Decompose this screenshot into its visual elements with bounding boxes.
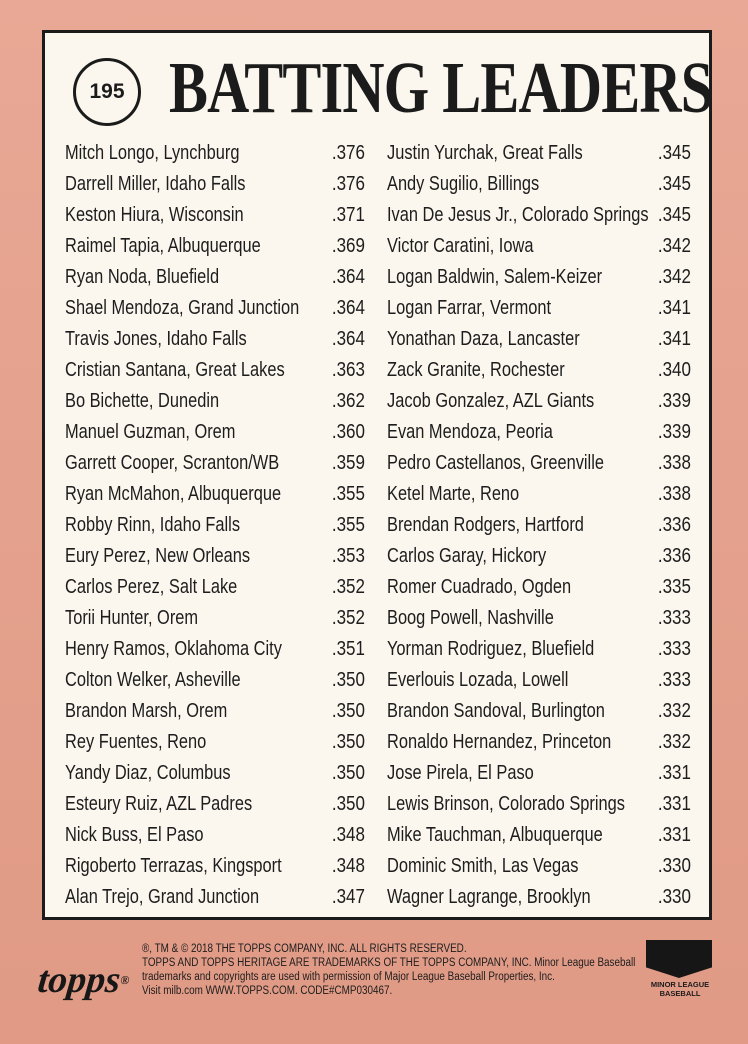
leader-row — [387, 262, 691, 293]
milb-shield-icon — [646, 940, 712, 978]
leader-row — [65, 324, 365, 355]
batting-average: .350 — [331, 793, 365, 815]
leader-row — [387, 634, 691, 665]
leader-row — [65, 789, 365, 820]
leader-row — [65, 820, 365, 851]
batting-average: .331 — [657, 762, 691, 784]
player-name: Boog Powell, Nashville — [387, 607, 554, 629]
batting-average: .371 — [331, 204, 365, 226]
player-name: Torii Hunter, Orem — [65, 607, 199, 629]
leader-row — [387, 448, 691, 479]
player-name: Ryan McMahon, Albuquerque — [65, 483, 282, 505]
leader-row — [387, 386, 691, 417]
leader-row — [65, 541, 365, 572]
player-name: Garrett Cooper, Scranton/WB — [65, 452, 280, 474]
player-name: Zack Granite, Rochester — [387, 359, 565, 381]
batting-average: .350 — [331, 700, 365, 722]
leaders-panel — [42, 30, 712, 920]
batting-average: .363 — [331, 359, 365, 381]
topps-logo: topps® — [35, 959, 131, 1001]
leader-row — [387, 665, 691, 696]
right-leaders-column — [387, 138, 691, 918]
milb-logo — [640, 940, 720, 1000]
batting-average: .338 — [657, 483, 691, 505]
batting-average: .332 — [657, 731, 691, 753]
player-name: Yandy Diaz, Columbus — [65, 762, 231, 784]
batting-average: .355 — [331, 483, 365, 505]
player-name: Travis Jones, Idaho Falls — [65, 328, 247, 350]
player-name: Everlouis Lozada, Lowell — [387, 669, 569, 691]
player-name: Lewis Brinson, Colorado Springs — [387, 793, 625, 815]
leader-row — [65, 696, 365, 727]
player-name: Robby Rinn, Idaho Falls — [65, 514, 241, 536]
leader-row — [65, 758, 365, 789]
leader-row — [387, 231, 691, 262]
leader-row — [65, 882, 365, 913]
player-name: Brandon Sandoval, Burlington — [387, 700, 605, 722]
leader-row — [65, 634, 365, 665]
leader-row — [387, 758, 691, 789]
leader-row — [387, 572, 691, 603]
leader-row — [65, 138, 365, 169]
left-leaders-column — [65, 138, 365, 918]
batting-average: .342 — [657, 235, 691, 257]
leader-row — [65, 727, 365, 758]
batting-average: .376 — [331, 142, 365, 164]
leader-row — [65, 355, 365, 386]
card-number-badge — [73, 58, 141, 126]
player-name: Manuel Guzman, Orem — [65, 421, 236, 443]
player-name: Colton Welker, Asheville — [65, 669, 241, 691]
batting-average: .341 — [657, 297, 691, 319]
leader-row — [65, 510, 365, 541]
leader-row — [65, 262, 365, 293]
milb-logo-text: MINOR LEAGUE BASEBALL — [650, 980, 710, 998]
leader-row — [65, 169, 365, 200]
player-name: Carlos Perez, Salt Lake — [65, 576, 238, 598]
leader-row — [65, 448, 365, 479]
player-name: Andy Sugilio, Billings — [387, 173, 540, 195]
batting-average: .341 — [657, 328, 691, 350]
player-name: Jacob Gonzalez, AZL Giants — [387, 390, 595, 412]
player-name: Jose Pirela, El Paso — [387, 762, 534, 784]
batting-average: .331 — [657, 824, 691, 846]
batting-average: .350 — [331, 669, 365, 691]
leader-row — [387, 789, 691, 820]
player-name: Romer Cuadrado, Ogden — [387, 576, 572, 598]
player-name: Mike Tauchman, Albuquerque — [387, 824, 603, 846]
leader-row — [65, 386, 365, 417]
leader-row — [65, 479, 365, 510]
player-name: Rey Fuentes, Reno — [65, 731, 207, 753]
player-name: Henry Ramos, Oklahoma City — [65, 638, 282, 660]
player-name: Ryan Noda, Bluefield — [65, 266, 220, 288]
legal-line: trademarks and copyrights are used with permission of Major League Baseball Properties, Inc. — [142, 971, 555, 983]
card-title: BATTING LEADERS — [169, 47, 713, 128]
batting-average: .338 — [657, 452, 691, 474]
batting-average: .333 — [657, 607, 691, 629]
leader-row — [387, 882, 691, 913]
player-name: Darrell Miller, Idaho Falls — [65, 173, 246, 195]
player-name: Yorman Rodriguez, Bluefield — [387, 638, 595, 660]
leader-row — [387, 510, 691, 541]
batting-average: .347 — [331, 886, 365, 908]
player-name: Keston Hiura, Wisconsin — [65, 204, 244, 226]
player-name: Pedro Castellanos, Greenville — [387, 452, 604, 474]
player-name: Logan Farrar, Vermont — [387, 297, 552, 319]
batting-average: .369 — [331, 235, 365, 257]
leader-row — [387, 324, 691, 355]
leader-row — [65, 572, 365, 603]
player-name: Mitch Longo, Lynchburg — [65, 142, 240, 164]
batting-average: .335 — [657, 576, 691, 598]
batting-average: .359 — [331, 452, 365, 474]
leader-row — [65, 293, 365, 324]
batting-average: .331 — [657, 793, 691, 815]
player-name: Justin Yurchak, Great Falls — [387, 142, 583, 164]
batting-average: .376 — [331, 173, 365, 195]
player-name: Shael Mendoza, Grand Junction — [65, 297, 300, 319]
card-number: 195 — [89, 80, 125, 103]
batting-average: .351 — [331, 638, 365, 660]
player-name: Brandon Marsh, Orem — [65, 700, 228, 722]
leader-row — [387, 727, 691, 758]
leader-row — [387, 541, 691, 572]
leader-row — [65, 851, 365, 882]
leader-row — [65, 417, 365, 448]
batting-average: .352 — [331, 576, 365, 598]
player-name: Ketel Marte, Reno — [387, 483, 520, 505]
leader-row — [65, 231, 365, 262]
batting-average: .340 — [657, 359, 691, 381]
batting-average: .364 — [331, 328, 365, 350]
leader-row — [65, 665, 365, 696]
batting-average: .348 — [331, 824, 365, 846]
batting-average: .342 — [657, 266, 691, 288]
player-name: Bo Bichette, Dunedin — [65, 390, 220, 412]
batting-average: .330 — [657, 855, 691, 877]
batting-average: .333 — [657, 669, 691, 691]
batting-average: .339 — [657, 421, 691, 443]
player-name: Carlos Garay, Hickory — [387, 545, 547, 567]
batting-average: .339 — [657, 390, 691, 412]
batting-average: .362 — [331, 390, 365, 412]
leader-row — [387, 851, 691, 882]
batting-average: .352 — [331, 607, 365, 629]
leader-row — [387, 169, 691, 200]
leader-row — [65, 603, 365, 634]
legal-line: TOPPS AND TOPPS HERITAGE ARE TRADEMARKS OF THE TOPPS COMPANY, INC. Minor League Baseball — [142, 957, 636, 969]
leader-row — [65, 200, 365, 231]
batting-average: .336 — [657, 545, 691, 567]
player-name: Yonathan Daza, Lancaster — [387, 328, 580, 350]
batting-average: .345 — [657, 142, 691, 164]
player-name: Rigoberto Terrazas, Kingsport — [65, 855, 282, 877]
player-name: Eury Perez, New Orleans — [65, 545, 251, 567]
player-name: Raimel Tapia, Albuquerque — [65, 235, 261, 257]
player-name: Ivan De Jesus Jr., Colorado Springs — [387, 204, 649, 226]
leader-row — [387, 138, 691, 169]
batting-average: .360 — [331, 421, 365, 443]
batting-average: .364 — [331, 266, 365, 288]
batting-average: .345 — [657, 204, 691, 226]
batting-average: .345 — [657, 173, 691, 195]
leader-row — [387, 696, 691, 727]
player-name: Cristian Santana, Great Lakes — [65, 359, 285, 381]
legal-line: Visit milb.com WWW.TOPPS.COM. CODE#CMP030467. — [142, 985, 393, 997]
batting-average: .336 — [657, 514, 691, 536]
player-name: Alan Trejo, Grand Junction — [65, 886, 260, 908]
player-name: Nick Buss, El Paso — [65, 824, 204, 846]
leader-row — [387, 200, 691, 231]
leader-row — [387, 820, 691, 851]
leader-row — [387, 355, 691, 386]
batting-average: .350 — [331, 762, 365, 784]
player-name: Brendan Rodgers, Hartford — [387, 514, 584, 536]
leader-row — [387, 293, 691, 324]
leader-row — [387, 417, 691, 448]
leader-row — [387, 603, 691, 634]
player-name: Ronaldo Hernandez, Princeton — [387, 731, 612, 753]
batting-average: .333 — [657, 638, 691, 660]
player-name: Wagner Lagrange, Brooklyn — [387, 886, 591, 908]
batting-average: .332 — [657, 700, 691, 722]
player-name: Logan Baldwin, Salem-Keizer — [387, 266, 603, 288]
player-name: Esteury Ruiz, AZL Padres — [65, 793, 253, 815]
legal-text — [142, 942, 636, 998]
batting-average: .348 — [331, 855, 365, 877]
batting-average: .330 — [657, 886, 691, 908]
player-name: Victor Caratini, Iowa — [387, 235, 534, 257]
player-name: Dominic Smith, Las Vegas — [387, 855, 579, 877]
batting-average: .355 — [331, 514, 365, 536]
batting-average: .353 — [331, 545, 365, 567]
player-name: Evan Mendoza, Peoria — [387, 421, 553, 443]
legal-line: ®, TM & © 2018 THE TOPPS COMPANY, INC. ALL RIGHTS RESERVED. — [142, 943, 467, 955]
batting-average: .350 — [331, 731, 365, 753]
batting-average: .364 — [331, 297, 365, 319]
leader-row — [387, 479, 691, 510]
